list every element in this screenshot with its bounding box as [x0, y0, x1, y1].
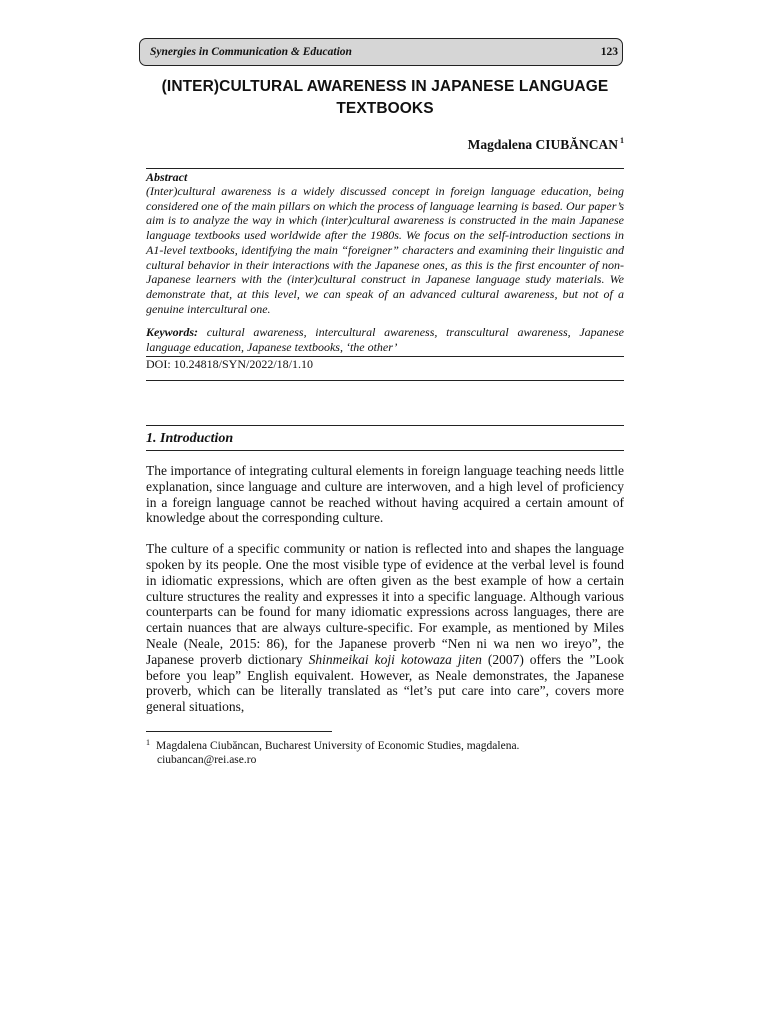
footnote-mark: 1	[146, 738, 150, 747]
paragraph-1: The importance of integrating cultural elements in foreign language teaching needs little explanation, since language and culture are interwoven, and a high level of proficiency in a foreign language cannot be reached without having acquired a certain amount of knowledge about the corresponding culture.	[146, 463, 624, 526]
author-footnote-mark[interactable]: 1	[620, 136, 624, 145]
author-name: Magdalena CIUBĂNCAN	[467, 137, 618, 152]
abstract-text: (Inter)cultural awareness is a widely discussed concept in foreign language education, being considered one of the main pillars on which the process of language learning is based. Our paper’s aim is to analyze the way in which (inter)cultural awareness is constructed in the main Japanese language textbooks used worldwide after the 1980s. We focus on the self-introduction sections in A1-level textbooks, identifying the main “foreigner” characters and examining their linguistic and cultural behavior in their interactions with the Japanese ones, as this is the first encounter of non-Japanese learners with the (inter)cultural construct in Japanese language study materials. We demonstrate that, at this level, we can speak of an advanced cultural awareness, but not of a genuine intercultural one.	[146, 184, 624, 316]
doi-bottom-rule	[146, 380, 624, 381]
keywords-text: cultural awareness, intercultural awareness, transcultural awareness, Japanese language education, Japanese textbooks, ‘the other’	[146, 325, 624, 355]
section-bottom-rule	[146, 450, 624, 451]
abstract-heading: Abstract	[146, 170, 188, 184]
footnote-line-1: Magdalena Ciubăncan, Bucharest University of Economic Studies, magdalena.	[156, 740, 520, 752]
running-header	[139, 38, 623, 66]
abstract-top-rule	[146, 168, 624, 169]
section-heading-block	[146, 425, 624, 451]
footnote-line-2[interactable]: ciubancan@rei.ase.ro	[157, 754, 257, 766]
paragraph-2-part-a: The culture of a specific community or nation is reflected into and shapes the language spoken by its people. One the most visible type of evidence at the verbal level is found in idiomatic expressions, which are often given as the best example of how a certain culture structures the reality and expresses it into a specific language. Although various counterparts can be found for many idiomatic expressions across languages, there are certain nuances that are always culture-specific. For example, as mentioned by Miles Neale (Neale, 2015: 86), for the Japanese proverb “Nen ni wa nen wo ireyo”, the Japanese proverb dictionary	[146, 541, 624, 667]
footnote-rule	[146, 731, 332, 732]
paragraph-2	[146, 541, 624, 715]
title-line-1: (INTER)CULTURAL AWARENESS IN JAPANESE LANGUAGE	[161, 78, 609, 95]
keywords-label: Keywords:	[146, 325, 198, 340]
section-top-rule	[146, 425, 624, 426]
footnote	[146, 736, 624, 767]
body-text	[146, 463, 624, 730]
paper-title	[146, 76, 624, 120]
dictionary-title: Shinmeikai koji kotowaza jiten	[308, 651, 482, 667]
abstract-block	[146, 168, 624, 381]
title-line-2: TEXTBOOKS	[336, 100, 434, 117]
keywords	[146, 325, 624, 354]
section-heading: 1. Introduction	[146, 431, 234, 446]
page-number: 123	[600, 46, 618, 58]
paragraph-2-part-b: (2007) offers the ”Look before you leap” English equivalent. However, as Neale demonstrates, the Japanese proverb, which can be literally translated as “let’s put care into care”, covers more general situations,	[146, 651, 624, 715]
journal-name: Synergies in Communication & Education	[150, 46, 352, 58]
doi[interactable]: DOI: 10.24818/SYN/2022/18/1.10	[146, 356, 314, 371]
author-line	[468, 136, 624, 153]
